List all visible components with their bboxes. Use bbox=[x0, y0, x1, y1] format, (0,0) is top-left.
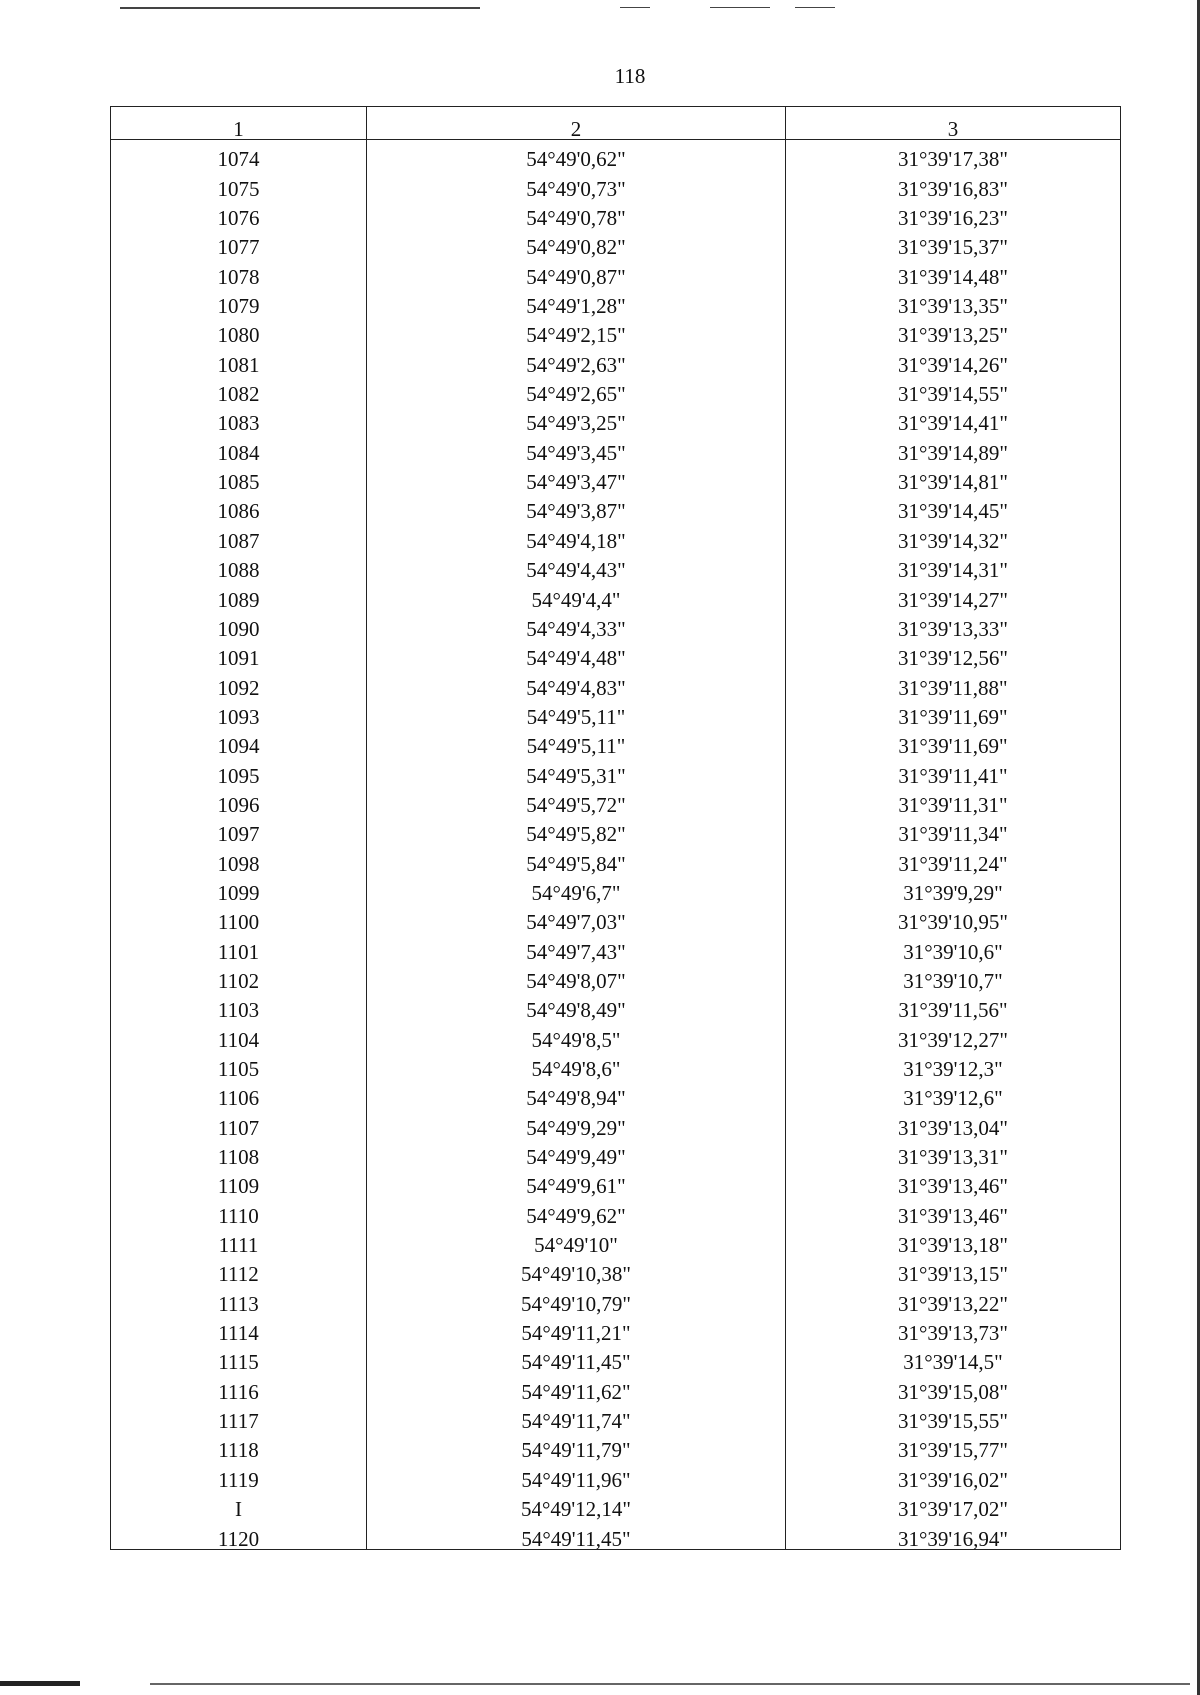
point-number-cell: 1088 bbox=[111, 551, 367, 580]
point-number-cell: 1102 bbox=[111, 962, 367, 991]
table-row bbox=[111, 1284, 1121, 1313]
longitude-cell: 31°39'13,46" bbox=[786, 1167, 1121, 1196]
latitude-cell: 54°49'10,38" bbox=[367, 1255, 786, 1284]
table-row bbox=[111, 639, 1121, 668]
page-number: 118 bbox=[614, 64, 646, 88]
longitude-cell: 31°39'14,5" bbox=[786, 1343, 1121, 1372]
longitude-cell: 31°39'13,15" bbox=[786, 1255, 1121, 1284]
point-number-cell: 1100 bbox=[111, 903, 367, 932]
table-row bbox=[111, 962, 1121, 991]
latitude-cell: 54°49'9,61" bbox=[367, 1167, 786, 1196]
point-number-cell: 1080 bbox=[111, 316, 367, 345]
table-row bbox=[111, 1226, 1121, 1255]
point-number-cell: 1090 bbox=[111, 610, 367, 639]
latitude-cell: 54°49'11,62" bbox=[367, 1372, 786, 1401]
latitude-cell: 54°49'2,63" bbox=[367, 345, 786, 374]
latitude-cell: 54°49'4,4" bbox=[367, 580, 786, 609]
latitude-cell: 54°49'5,11" bbox=[367, 727, 786, 756]
latitude-cell: 54°49'9,29" bbox=[367, 1108, 786, 1137]
point-number-cell: 1110 bbox=[111, 1196, 367, 1225]
point-number-cell: 1116 bbox=[111, 1372, 367, 1401]
point-number-cell: 1107 bbox=[111, 1108, 367, 1137]
longitude-cell: 31°39'14,41" bbox=[786, 404, 1121, 433]
latitude-cell: 54°49'3,87" bbox=[367, 492, 786, 521]
point-number-cell: 1111 bbox=[111, 1226, 367, 1255]
point-number-cell: 1076 bbox=[111, 199, 367, 228]
longitude-cell: 31°39'11,69" bbox=[786, 698, 1121, 727]
longitude-cell: 31°39'12,3" bbox=[786, 1050, 1121, 1079]
longitude-cell: 31°39'14,89" bbox=[786, 433, 1121, 462]
longitude-cell: 31°39'11,41" bbox=[786, 756, 1121, 785]
table-row bbox=[111, 932, 1121, 961]
latitude-cell: 54°49'4,43" bbox=[367, 551, 786, 580]
latitude-cell: 54°49'11,45" bbox=[367, 1343, 786, 1372]
point-number-cell: 1092 bbox=[111, 668, 367, 697]
longitude-cell: 31°39'13,73" bbox=[786, 1314, 1121, 1343]
table-row bbox=[111, 521, 1121, 550]
point-number-cell: 1081 bbox=[111, 345, 367, 374]
longitude-cell: 31°39'11,56" bbox=[786, 991, 1121, 1020]
column-header-latitude: 2 bbox=[367, 107, 786, 140]
longitude-cell: 31°39'14,48" bbox=[786, 257, 1121, 286]
longitude-cell: 31°39'10,7" bbox=[786, 962, 1121, 991]
latitude-cell: 54°49'12,14" bbox=[367, 1490, 786, 1519]
table-row bbox=[111, 1255, 1121, 1284]
longitude-cell: 31°39'16,23" bbox=[786, 199, 1121, 228]
point-number-cell: 1097 bbox=[111, 815, 367, 844]
table-row bbox=[111, 228, 1121, 257]
column-header-longitude: 3 bbox=[786, 107, 1121, 140]
table-row bbox=[111, 345, 1121, 374]
table-row bbox=[111, 1020, 1121, 1049]
latitude-cell: 54°49'1,28" bbox=[367, 287, 786, 316]
longitude-cell: 31°39'14,55" bbox=[786, 375, 1121, 404]
table-row bbox=[111, 433, 1121, 462]
point-number-cell: 1098 bbox=[111, 844, 367, 873]
scan-artifact-top-4 bbox=[795, 7, 835, 8]
table-row bbox=[111, 815, 1121, 844]
table-row bbox=[111, 169, 1121, 198]
latitude-cell: 54°49'2,65" bbox=[367, 375, 786, 404]
latitude-cell: 54°49'8,6" bbox=[367, 1050, 786, 1079]
longitude-cell: 31°39'11,31" bbox=[786, 786, 1121, 815]
point-number-cell: 1084 bbox=[111, 433, 367, 462]
point-number-cell: 1113 bbox=[111, 1284, 367, 1313]
latitude-cell: 54°49'4,33" bbox=[367, 610, 786, 639]
latitude-cell: 54°49'3,45" bbox=[367, 433, 786, 462]
latitude-cell: 54°49'6,7" bbox=[367, 874, 786, 903]
longitude-cell: 31°39'12,6" bbox=[786, 1079, 1121, 1108]
point-number-cell: 1095 bbox=[111, 756, 367, 785]
latitude-cell: 54°49'0,87" bbox=[367, 257, 786, 286]
longitude-cell: 31°39'17,38" bbox=[786, 140, 1121, 170]
latitude-cell: 54°49'8,07" bbox=[367, 962, 786, 991]
longitude-cell: 31°39'13,25" bbox=[786, 316, 1121, 345]
latitude-cell: 54°49'11,21" bbox=[367, 1314, 786, 1343]
point-number-cell: 1108 bbox=[111, 1138, 367, 1167]
latitude-cell: 54°49'3,47" bbox=[367, 463, 786, 492]
point-number-cell: 1112 bbox=[111, 1255, 367, 1284]
point-number-cell: 1105 bbox=[111, 1050, 367, 1079]
table-row bbox=[111, 404, 1121, 433]
latitude-cell: 54°49'3,25" bbox=[367, 404, 786, 433]
table-row bbox=[111, 1050, 1121, 1079]
point-number-cell: 1074 bbox=[111, 140, 367, 170]
scan-artifact-top-2 bbox=[620, 7, 650, 8]
longitude-cell: 31°39'14,45" bbox=[786, 492, 1121, 521]
latitude-cell: 54°49'9,49" bbox=[367, 1138, 786, 1167]
longitude-cell: 31°39'14,32" bbox=[786, 521, 1121, 550]
latitude-cell: 54°49'2,15" bbox=[367, 316, 786, 345]
longitude-cell: 31°39'13,22" bbox=[786, 1284, 1121, 1313]
table-row bbox=[111, 1519, 1121, 1549]
scan-artifact-bottom-right bbox=[150, 1683, 1190, 1685]
point-number-cell: 1089 bbox=[111, 580, 367, 609]
longitude-cell: 31°39'14,26" bbox=[786, 345, 1121, 374]
latitude-cell: 54°49'10,79" bbox=[367, 1284, 786, 1313]
point-number-cell: 1117 bbox=[111, 1402, 367, 1431]
latitude-cell: 54°49'4,48" bbox=[367, 639, 786, 668]
latitude-cell: 54°49'4,83" bbox=[367, 668, 786, 697]
coordinates-table bbox=[110, 106, 1121, 1550]
table-row bbox=[111, 199, 1121, 228]
table-row bbox=[111, 610, 1121, 639]
table-row bbox=[111, 257, 1121, 286]
point-number-cell: 1096 bbox=[111, 786, 367, 815]
point-number-cell: 1106 bbox=[111, 1079, 367, 1108]
table-row bbox=[111, 1314, 1121, 1343]
table-row bbox=[111, 1402, 1121, 1431]
longitude-cell: 31°39'14,81" bbox=[786, 463, 1121, 492]
point-number-cell: 1114 bbox=[111, 1314, 367, 1343]
point-number-cell: 1104 bbox=[111, 1020, 367, 1049]
longitude-cell: 31°39'13,31" bbox=[786, 1138, 1121, 1167]
point-number-cell: 1075 bbox=[111, 169, 367, 198]
longitude-cell: 31°39'13,18" bbox=[786, 1226, 1121, 1255]
latitude-cell: 54°49'8,49" bbox=[367, 991, 786, 1020]
longitude-cell: 31°39'10,6" bbox=[786, 932, 1121, 961]
table-row bbox=[111, 580, 1121, 609]
table-row bbox=[111, 1343, 1121, 1372]
table-row bbox=[111, 1167, 1121, 1196]
latitude-cell: 54°49'0,73" bbox=[367, 169, 786, 198]
point-number-cell: 1079 bbox=[111, 287, 367, 316]
latitude-cell: 54°49'5,11" bbox=[367, 698, 786, 727]
table-row bbox=[111, 903, 1121, 932]
point-number-cell: 1078 bbox=[111, 257, 367, 286]
longitude-cell: 31°39'15,37" bbox=[786, 228, 1121, 257]
longitude-cell: 31°39'9,29" bbox=[786, 874, 1121, 903]
table-row bbox=[111, 1490, 1121, 1519]
table-header-row bbox=[111, 107, 1121, 140]
table-row bbox=[111, 756, 1121, 785]
latitude-cell: 54°49'0,82" bbox=[367, 228, 786, 257]
table-row bbox=[111, 786, 1121, 815]
table-row bbox=[111, 1108, 1121, 1137]
table-row bbox=[111, 316, 1121, 345]
point-number-cell: 1082 bbox=[111, 375, 367, 404]
scan-artifact-top-3 bbox=[710, 7, 770, 8]
longitude-cell: 31°39'13,04" bbox=[786, 1108, 1121, 1137]
longitude-cell: 31°39'15,55" bbox=[786, 1402, 1121, 1431]
point-number-cell: 1077 bbox=[111, 228, 367, 257]
latitude-cell: 54°49'11,45" bbox=[367, 1519, 786, 1549]
table-row bbox=[111, 1196, 1121, 1225]
longitude-cell: 31°39'16,94" bbox=[786, 1519, 1121, 1549]
table-row bbox=[111, 874, 1121, 903]
longitude-cell: 31°39'11,24" bbox=[786, 844, 1121, 873]
scan-artifact-bottom-left bbox=[0, 1681, 80, 1686]
point-number-cell: 1094 bbox=[111, 727, 367, 756]
point-number-cell: 1103 bbox=[111, 991, 367, 1020]
latitude-cell: 54°49'7,43" bbox=[367, 932, 786, 961]
latitude-cell: 54°49'9,62" bbox=[367, 1196, 786, 1225]
table-row bbox=[111, 463, 1121, 492]
table-row bbox=[111, 991, 1121, 1020]
longitude-cell: 31°39'17,02" bbox=[786, 1490, 1121, 1519]
longitude-cell: 31°39'15,77" bbox=[786, 1431, 1121, 1460]
point-number-cell: 1119 bbox=[111, 1460, 367, 1489]
point-number-cell: 1093 bbox=[111, 698, 367, 727]
longitude-cell: 31°39'11,88" bbox=[786, 668, 1121, 697]
latitude-cell: 54°49'5,84" bbox=[367, 844, 786, 873]
latitude-cell: 54°49'5,31" bbox=[367, 756, 786, 785]
longitude-cell: 31°39'13,35" bbox=[786, 287, 1121, 316]
longitude-cell: 31°39'11,69" bbox=[786, 727, 1121, 756]
latitude-cell: 54°49'7,03" bbox=[367, 903, 786, 932]
longitude-cell: 31°39'12,27" bbox=[786, 1020, 1121, 1049]
table-row bbox=[111, 1460, 1121, 1489]
longitude-cell: 31°39'10,95" bbox=[786, 903, 1121, 932]
longitude-cell: 31°39'13,46" bbox=[786, 1196, 1121, 1225]
latitude-cell: 54°49'10" bbox=[367, 1226, 786, 1255]
longitude-cell: 31°39'16,83" bbox=[786, 169, 1121, 198]
table-row bbox=[111, 1372, 1121, 1401]
longitude-cell: 31°39'16,02" bbox=[786, 1460, 1121, 1489]
latitude-cell: 54°49'0,78" bbox=[367, 199, 786, 228]
point-number-cell: 1091 bbox=[111, 639, 367, 668]
longitude-cell: 31°39'11,34" bbox=[786, 815, 1121, 844]
table-row bbox=[111, 1431, 1121, 1460]
scan-artifact-top-1 bbox=[120, 7, 480, 9]
table-row bbox=[111, 844, 1121, 873]
point-number-cell: 1099 bbox=[111, 874, 367, 903]
latitude-cell: 54°49'5,82" bbox=[367, 815, 786, 844]
point-number-cell: 1086 bbox=[111, 492, 367, 521]
table-row bbox=[111, 492, 1121, 521]
table-row bbox=[111, 551, 1121, 580]
point-number-cell: 1115 bbox=[111, 1343, 367, 1372]
table-body bbox=[111, 140, 1121, 1550]
table-row bbox=[111, 1079, 1121, 1108]
latitude-cell: 54°49'11,79" bbox=[367, 1431, 786, 1460]
latitude-cell: 54°49'11,74" bbox=[367, 1402, 786, 1431]
longitude-cell: 31°39'13,33" bbox=[786, 610, 1121, 639]
longitude-cell: 31°39'14,31" bbox=[786, 551, 1121, 580]
table-row bbox=[111, 375, 1121, 404]
point-number-cell: 1120 bbox=[111, 1519, 367, 1549]
table-row bbox=[111, 287, 1121, 316]
point-number-cell: 1101 bbox=[111, 932, 367, 961]
latitude-cell: 54°49'8,94" bbox=[367, 1079, 786, 1108]
point-number-cell: 1087 bbox=[111, 521, 367, 550]
point-number-cell: 1085 bbox=[111, 463, 367, 492]
latitude-cell: 54°49'11,96" bbox=[367, 1460, 786, 1489]
longitude-cell: 31°39'15,08" bbox=[786, 1372, 1121, 1401]
point-number-cell: 1118 bbox=[111, 1431, 367, 1460]
table-row bbox=[111, 727, 1121, 756]
point-number-cell: 1083 bbox=[111, 404, 367, 433]
longitude-cell: 31°39'12,56" bbox=[786, 639, 1121, 668]
latitude-cell: 54°49'0,62" bbox=[367, 140, 786, 170]
table-row bbox=[111, 140, 1121, 170]
column-header-point-number: 1 bbox=[111, 107, 367, 140]
table-row bbox=[111, 1138, 1121, 1167]
latitude-cell: 54°49'4,18" bbox=[367, 521, 786, 550]
longitude-cell: 31°39'14,27" bbox=[786, 580, 1121, 609]
table-row bbox=[111, 698, 1121, 727]
latitude-cell: 54°49'5,72" bbox=[367, 786, 786, 815]
latitude-cell: 54°49'8,5" bbox=[367, 1020, 786, 1049]
point-number-cell: I bbox=[111, 1490, 367, 1519]
point-number-cell: 1109 bbox=[111, 1167, 367, 1196]
table-row bbox=[111, 668, 1121, 697]
